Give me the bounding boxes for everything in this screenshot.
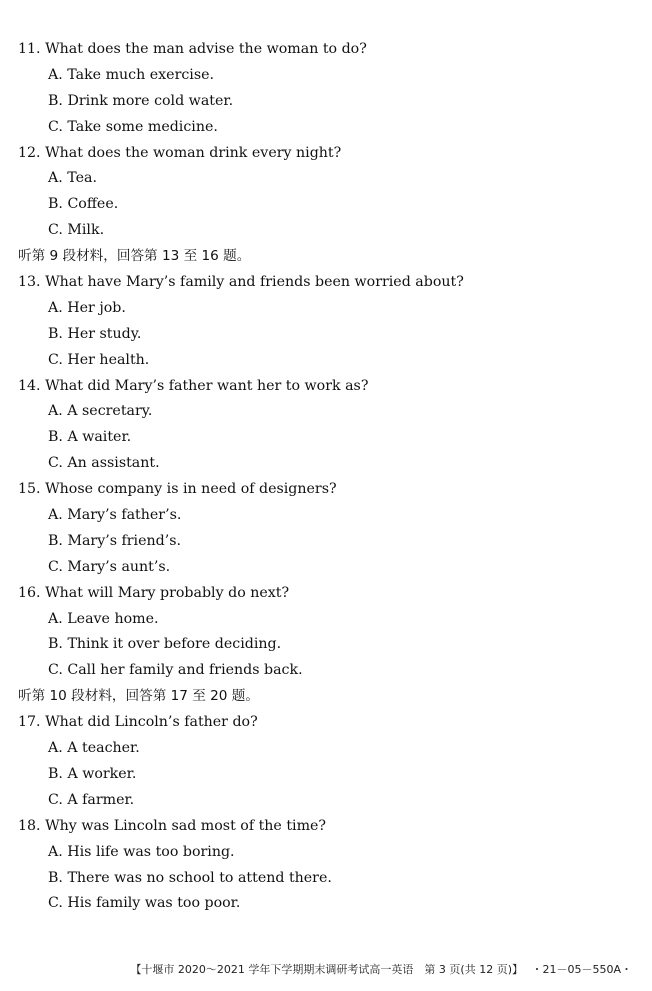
option-line: A. Mary’s father’s.	[48, 507, 182, 524]
option-line: C. Milk.	[48, 222, 105, 239]
option-line: C. An assistant.	[48, 455, 160, 472]
question-stem: 11. What does the man advise the woman to do?	[18, 41, 367, 57]
option-line: B. Coffee.	[48, 196, 119, 213]
option-line: B. There was no school to attend there.	[48, 869, 332, 886]
option-line: B. Drink more cold water.	[48, 92, 234, 109]
footer-code: ・21－05－550A・	[531, 963, 632, 976]
section-instruction: 听第 10 段材料，回答第 17 至 20 题。	[18, 688, 259, 705]
question-stem: 18. Why was Lincoln sad most of the time?	[18, 817, 327, 834]
option-line: C. His family was too poor.	[48, 895, 241, 912]
option-line: B. A waiter.	[48, 429, 132, 446]
option-line: B. Her study.	[48, 325, 142, 342]
option-line: B. Think it over before deciding.	[48, 636, 282, 653]
option-line: B. Mary’s friend’s.	[48, 532, 182, 549]
option-line: B. A worker.	[48, 765, 137, 782]
section-instruction: 听第 9 段材料，回答第 13 至 16 题。	[18, 248, 251, 265]
footer-text: 【十堰市 2020～2021 学年下学期期末调研考试高一英语 第 3 页(共 12 页)】	[130, 963, 518, 976]
question-list	[18, 37, 638, 917]
option-line: A. Tea.	[48, 170, 97, 187]
page-footer	[0, 963, 652, 977]
option-line: A. A teacher.	[48, 740, 140, 757]
option-line: C. Mary’s aunt’s.	[48, 558, 171, 575]
option-line: C. Call her family and friends back.	[48, 662, 303, 679]
option-line: A. Leave home.	[48, 610, 159, 627]
option-line: C. Her health.	[48, 351, 150, 368]
option-line: A. His life was too boring.	[48, 843, 235, 860]
option-line: A. A secretary.	[48, 403, 153, 420]
option-line: C. A farmer.	[48, 791, 135, 808]
question-stem: 14. What did Mary’s father want her to work as?	[18, 377, 369, 394]
question-stem: 15. Whose company is in need of designers?	[18, 481, 337, 498]
question-stem: 12. What does the woman drink every night?	[18, 144, 342, 161]
question-stem: 16. What will Mary probably do next?	[18, 584, 290, 601]
option-line: A. Her job.	[48, 299, 126, 316]
option-line: A. Take much exercise.	[48, 66, 215, 83]
question-stem: 13. What have Mary’s family and friends been worried about?	[18, 274, 464, 291]
option-line: C. Take some medicine.	[48, 118, 218, 135]
question-stem: 17. What did Lincoln’s father do?	[18, 714, 258, 731]
